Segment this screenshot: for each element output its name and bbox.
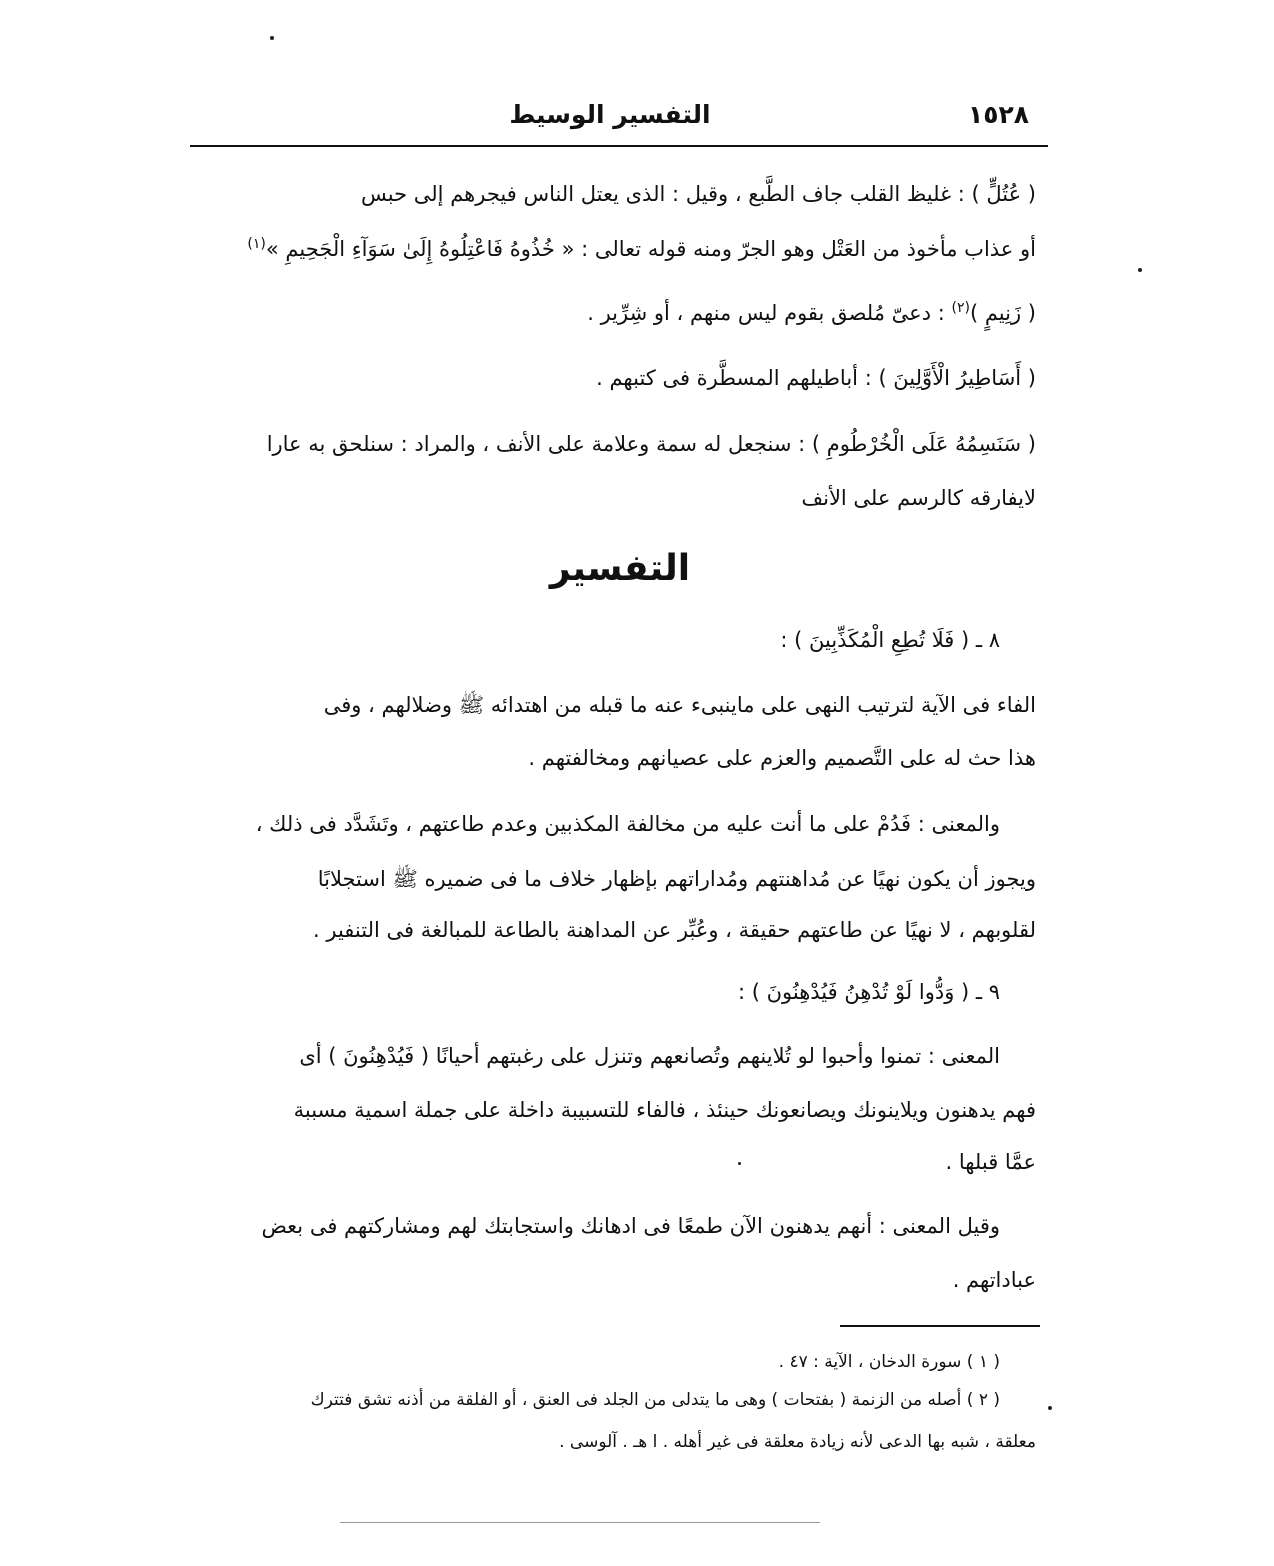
running-title: التفسير الوسيط — [509, 100, 711, 129]
page-number: ١٥٢٨ — [968, 100, 1030, 129]
vocab-line-4: ( أَسَاطِيرُ الْأَوَّلِينَ ) : أباطيلهم المسطَّرة فى كتبهم . — [596, 366, 1036, 390]
verse-heading-9: ٩ ـ ( وَدُّوا لَوْ تُدْهِنُ فَيُدْهِنُونَ ) : — [737, 980, 1000, 1004]
footnote-ref-1: (١) — [247, 236, 266, 252]
vocab-line-2 — [200, 236, 1036, 261]
body-line: الفاء فى الآية لترتيب النهى على ماينبىء عنه ما قبله من اهتدائه ﷺ وضلالهم ، وفى — [323, 693, 1036, 717]
body-line: والمعنى : فَدُمْ على ما أنت عليه من مخالفة المكذبين وعدم طاعتهم ، وتَشَدَّد فى ذلك ، — [255, 812, 1000, 836]
scan-edge-line — [340, 1522, 820, 1523]
vocab-line-5: ( سَنَسِمُهُ عَلَى الْخُرْطُومِ ) : سنجعل له سمة وعلامة على الأنف ، والمراد : سنلحق به عارا — [266, 432, 1036, 456]
footnote-2-line-1: ( ٢ ) أصله من الزنمة ( بفتحات ) وهى ما يتدلى من الجلد فى العنق ، أو الفلقة من أذنه تشق فتترك — [310, 1390, 1000, 1410]
scan-speck — [270, 36, 274, 40]
footnote-rule — [840, 1325, 1040, 1327]
section-title: التفسير — [549, 548, 691, 589]
header-rule — [190, 145, 1048, 147]
vocab-line-2-text: أو عذاب مأخوذ من العَتْل وهو الجرّ ومنه قوله تعالى : « خُذُوهُ فَاعْتِلُوهُ إِلَىٰ سَوَآءِ الْجَحِيمِ » — [265, 237, 1036, 261]
body-line: المعنى : تمنوا وأحبوا لو تُلاينهم وتُصانعهم وتنزل على رغبتهم أحيانًا ( فَيُدْهِنُونَ ) أى — [299, 1044, 1000, 1068]
footnote-2-line-2: معلقة ، شبه بها الدعى لأنه زيادة معلقة فى غير أهله . ا هـ . آلوسى . — [559, 1432, 1036, 1452]
vocab-line-3 — [470, 300, 1036, 325]
body-line: ويجوز أن يكون نهيًا عن مُداهنتهم ومُداراتهم بإظهار خلاف ما فى ضميره ﷺ استجلابًا — [317, 867, 1036, 891]
vocab-line-3-def: : دعىّ مُلصق بقوم ليس منهم ، أو شِرِّير . — [587, 301, 952, 325]
vocab-line-3-term: ( زَنِيمٍ ) — [969, 301, 1036, 325]
body-line: وقيل المعنى : أنهم يدهنون الآن طمعًا فى ادهانك واستجابتك لهم ومشاركتهم فى بعض — [261, 1214, 1000, 1238]
footnote-ref-2: (٢) — [951, 300, 970, 316]
body-line: عباداتهم . — [952, 1268, 1036, 1292]
footnote-1: ( ١ ) سورة الدخان ، الآية : ٤٧ . — [778, 1352, 1000, 1372]
scan-speck — [1048, 1406, 1052, 1410]
body-line: لقلوبهم ، لا نهيًا عن طاعتهم حقيقة ، وعُبِّر عن المداهنة بالطاعة للمبالغة فى التنفير . — [313, 918, 1036, 942]
body-line: فهم يدهنون ويلاينونك ويصانعونك حينئذ ، فالفاء للتسبيبة داخلة على جملة اسمية مسببة — [293, 1098, 1036, 1122]
scan-speck — [1138, 268, 1142, 272]
vocab-line-6: لايفارقه كالرسم على الأنف — [801, 486, 1036, 510]
verse-heading-8: ٨ ـ ( فَلَا تُطِعِ الْمُكَذِّبِينَ ) : — [780, 628, 1000, 652]
scan-speck — [738, 1162, 741, 1165]
body-line: عمَّا قبلها . — [945, 1150, 1036, 1174]
body-line: هذا حث له على التَّصميم والعزم على عصيانهم ومخالفتهم . — [528, 746, 1036, 770]
vocab-line-1: ( عُتُلٍّ ) : غليظ القلب جاف الطَّبع ، وقيل : الذى يعتل الناس فيجرهم إلى حبس — [361, 182, 1036, 206]
